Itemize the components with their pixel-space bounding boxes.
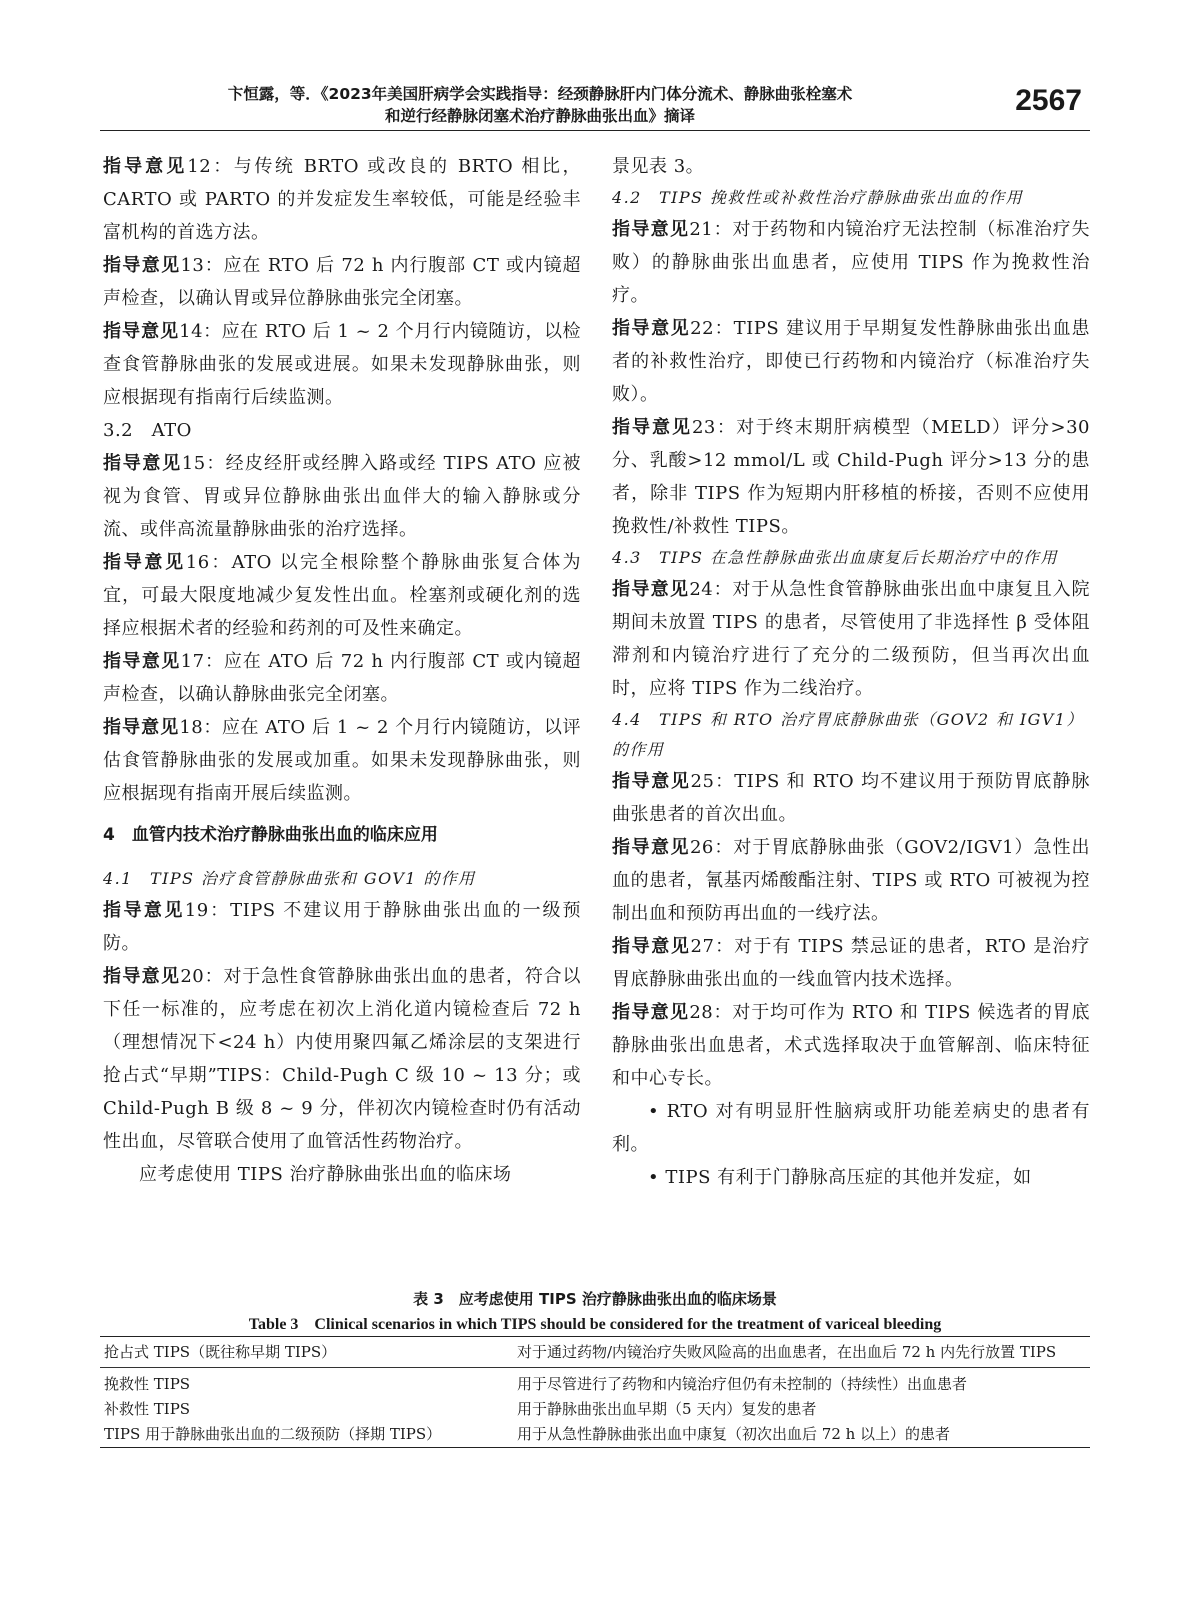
guideline-14: [103, 315, 581, 414]
guideline-25: [612, 765, 1090, 831]
guideline-15: [103, 447, 581, 546]
table-cell-description: 用于从急性静脉曲张出血中康复（初次出血后 72 h 以上）的患者: [517, 1425, 951, 1443]
guideline-24: [612, 573, 1090, 705]
bullet-item: • RTO 对有明显肝性脑病或肝功能差病史的患者有利。: [612, 1101, 1090, 1155]
guideline-label: 指导意见: [612, 1002, 690, 1023]
guideline-text: 16：ATO 以完全根除整个静脉曲张复合体为宜，可最大限度地减少复发性出血。栓塞剂或硬化剂的选择应根据术者的经验和药剂的可及性来确定。: [103, 552, 581, 639]
guideline-21: [612, 213, 1090, 312]
guideline-text: 28：对于均可作为 RTO 和 TIPS 候选者的胃底静脉曲张出血患者，术式选择取决于血管解剖、临床特征和中心专长。: [612, 1002, 1091, 1089]
guideline-text: 27：对于有 TIPS 禁忌证的患者，RTO 是治疗胃底静脉曲张出血的一线血管内技术选择。: [612, 936, 1090, 990]
bullet-item: • TIPS 有利于门静脉高压症的其他并发症，如: [648, 1167, 1032, 1188]
guideline-26: [612, 831, 1090, 930]
table-cell-scenario: 挽救性 TIPS: [104, 1375, 191, 1393]
guideline-label: 指导意见: [612, 417, 692, 438]
guideline-text: 21：对于药物和内镜治疗无法控制（标准治疗失败）的静脉曲张出血患者，应使用 TIPS 作为挽救性治疗。: [612, 219, 1091, 306]
guideline-label: 指导意见: [612, 318, 691, 339]
guideline-text: 15：经皮经肝或经脾入路或经 TIPS ATO 应被视为食管、胃或异位静脉曲张出血伴大的输入静脉或分流、或伴高流量静脉曲张的治疗选择。: [103, 453, 581, 540]
guideline-label: 指导意见: [103, 552, 186, 573]
subsection-4-1: 4.1 TIPS 治疗食管静脉曲张和 GOV1 的作用: [103, 869, 476, 888]
subsection-4-2: 4.2 TIPS 挽救性或补救性治疗静脉曲张出血的作用: [612, 188, 1024, 207]
guideline-label: 指导意见: [103, 900, 185, 921]
table-cell-scenario: 补救性 TIPS: [104, 1400, 191, 1418]
subsection-4-3: 4.3 TIPS 在急性静脉曲张出血康复后长期治疗中的作用: [612, 548, 1058, 567]
guideline-text: 17：应在 ATO 后 72 h 内行腹部 CT 或内镜超声检查，以确认静脉曲张完全闭塞。: [103, 651, 581, 705]
table-row: [100, 1422, 1090, 1448]
page-number: 2567: [1015, 84, 1082, 117]
guideline-18: [103, 711, 581, 810]
body-paragraph-continued: 景见表 3。: [612, 156, 705, 177]
guideline-label: 指导意见: [612, 837, 690, 858]
guideline-label: 指导意见: [612, 936, 691, 957]
left-column: [103, 150, 581, 1191]
table-caption-zh: 表 3 应考虑使用 TIPS 治疗静脉曲张出血的临床场景: [413, 1290, 777, 1308]
table-row: [100, 1337, 1090, 1368]
guideline-label: 指导意见: [103, 453, 182, 474]
guideline-20: [103, 960, 581, 1158]
guideline-text: 13：应在 RTO 后 72 h 内行腹部 CT 或内镜超声检查，以确认胃或异位静脉曲张完全闭塞。: [103, 255, 581, 309]
guideline-13: [103, 249, 581, 315]
subsection-4-4: 4.4 TIPS 和 RTO 治疗胃底静脉曲张（GOV2 和 IGV1）的作用: [612, 710, 1084, 759]
table-row: [100, 1368, 1090, 1398]
guideline-text: 22：TIPS 建议用于早期复发性静脉曲张出血患者的补救性治疗，即使已行药物和内镜治疗（标准治疗失败）。: [612, 318, 1091, 405]
running-title-line2: 和逆行经静脉闭塞术治疗静脉曲张出血》摘译: [384, 107, 695, 125]
guideline-text: 23：对于终末期肝病模型（MELD）评分>30 分、乳酸>12 mmol/L 或 Child-Pugh 评分>13 分的患者，除非 TIPS 作为短期内肝移植的桥接，否则不应使用挽救性/补救性 TIPS。: [612, 417, 1090, 537]
guideline-23: [612, 411, 1090, 543]
table-cell-scenario: TIPS 用于静脉曲张出血的二级预防（择期 TIPS）: [104, 1425, 442, 1443]
section-4-heading: 4 血管内技术治疗静脉曲张出血的临床应用: [103, 825, 438, 845]
table-3: [100, 1336, 1090, 1448]
running-header: [100, 80, 1090, 131]
guideline-text: 26：对于胃底静脉曲张（GOV2/IGV1）急性出血的患者，氰基丙烯酸酯注射、TIPS 或 RTO 可被视为控制出血和预防再出血的一线疗法。: [612, 837, 1090, 924]
guideline-16: [103, 546, 581, 645]
guideline-19: [103, 894, 581, 960]
table-cell-description: 对于通过药物/内镜治疗失败风险高的出血患者，在出血后 72 h 内先行放置 TIPS: [513, 1337, 1090, 1368]
guideline-label: 指导意见: [612, 771, 691, 792]
right-column: [612, 150, 1090, 1194]
guideline-text: 25：TIPS 和 RTO 均不建议用于预防胃底静脉曲张患者的首次出血。: [612, 771, 1090, 825]
table-cell-description: 用于尽管进行了药物和内镜治疗但仍有未控制的（持续性）出血患者: [517, 1375, 968, 1393]
table-cell-scenario: 抢占式 TIPS（既往称早期 TIPS）: [100, 1337, 513, 1368]
guideline-text: 12：与传统 BRTO 或改良的 BRTO 相比，CARTO 或 PARTO 的并发症发生率较低，可能是经验丰富机构的首选方法。: [103, 156, 581, 243]
guideline-label: 指导意见: [103, 156, 188, 177]
table-cell-description: 用于静脉曲张出血早期（5 天内）复发的患者: [517, 1400, 817, 1418]
running-title-line1: 卞恒露，等．《2023年美国肝病学会实践指导：经颈静脉肝内门体分流术、静脉曲张栓塞术: [227, 85, 853, 103]
guideline-text: 24：对于从急性食管静脉曲张出血中康复且入院期间未放置 TIPS 的患者，尽管使用了非选择性 β 受体阻滞剂和内镜治疗进行了充分的二级预防，但当再次出血时，应将 TIPS 作为二线治疗。: [612, 579, 1091, 699]
guideline-22: [612, 312, 1090, 411]
guideline-text: 20：对于急性食管静脉曲张出血的患者，符合以下任一标准的，应考虑在初次上消化道内镜检查后 72 h（理想情况下<24 h）内使用聚四氟乙烯涂层的支架进行抢占式“早期”TIPS：Child-Pugh C 级 10 ~ 13 分；或 Child-Pugh B 级 8 ~ 9 分，伴初次内镜检查时仍有活动性出血，尽管联合使用了血管活性药物治疗。: [103, 966, 582, 1152]
guideline-27: [612, 930, 1090, 996]
guideline-17: [103, 645, 581, 711]
running-title: [100, 83, 980, 127]
guideline-text: 14：应在 RTO 后 1 ~ 2 个月行内镜随访，以检查食管静脉曲张的发展或进展。如果未发现静脉曲张，则应根据现有指南行后续监测。: [103, 321, 582, 408]
guideline-text: 18：应在 ATO 后 1 ~ 2 个月行内镜随访，以评估食管静脉曲张的发展或加重。如果未发现静脉曲张，则应根据现有指南开展后续监测。: [103, 717, 582, 804]
subsection-3-2: 3.2 ATO: [103, 420, 192, 441]
guideline-12: [103, 150, 581, 249]
guideline-label: 指导意见: [103, 255, 181, 276]
table-row: [100, 1397, 1090, 1422]
guideline-label: 指导意见: [612, 579, 690, 600]
table-caption-en: Table 3 Clinical scenarios in which TIPS should be considered for the treatment of variceal bleeding: [248, 1316, 942, 1333]
guideline-label: 指导意见: [103, 966, 181, 987]
guideline-label: 指导意见: [103, 651, 181, 672]
body-paragraph: 应考虑使用 TIPS 治疗静脉曲张出血的临床场: [139, 1164, 512, 1185]
guideline-label: 指导意见: [612, 219, 690, 240]
guideline-text: 19：TIPS 不建议用于静脉曲张出血的一级预防。: [103, 900, 582, 954]
guideline-label: 指导意见: [103, 717, 180, 738]
guideline-28: [612, 996, 1090, 1095]
guideline-label: 指导意见: [103, 321, 180, 342]
